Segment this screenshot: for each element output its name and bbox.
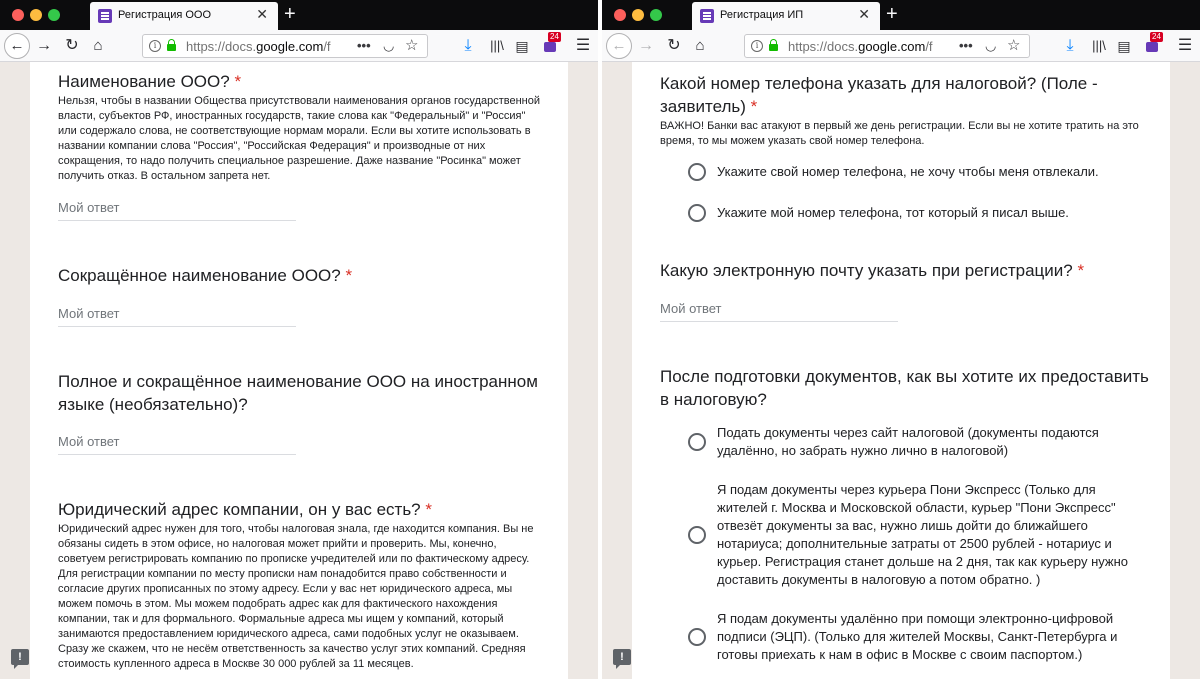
radio-label: Я подам документы через курьера Пони Экспресс (Только для жителей г. Москва и Московской области, курьер "Пони Экспресс" отвезёт документы за вас, нужно лишь дойти до ближайшего нотариуса; дополнительные затраты от 2500 рублей - нотариус и курьер. Регистрация станет дольше на 2 дня, так как курьеру нужно доставить документы в налоговую а потом обратно. ) [717, 482, 1128, 587]
page-actions-icon[interactable]: ••• [357, 38, 371, 53]
reload-icon[interactable]: ↻ [65, 37, 79, 54]
radio-button[interactable] [688, 204, 706, 222]
sidebar-icon[interactable]: ▤ [515, 38, 529, 54]
extension-icon[interactable] [1146, 32, 1162, 54]
required-marker: * [234, 72, 242, 91]
question-title: После подготовки документов, как вы хотите их предоставить в налоговую? [660, 367, 1149, 409]
navigation-toolbar [0, 30, 598, 62]
feedback-icon[interactable]: ! [613, 649, 631, 665]
lock-icon [167, 44, 176, 51]
maximize-window-button[interactable] [650, 9, 662, 21]
browser-tab[interactable] [692, 2, 880, 30]
close-tab-icon[interactable]: ✕ [858, 6, 870, 22]
form-card [30, 62, 568, 679]
feedback-icon[interactable]: ! [11, 649, 29, 665]
menu-icon[interactable]: ☰ [575, 37, 591, 54]
answer-input[interactable] [58, 305, 296, 327]
url-bar[interactable] [744, 34, 1030, 58]
answer-placeholder: Мой ответ [660, 301, 722, 316]
close-tab-icon[interactable]: ✕ [256, 6, 268, 22]
question-description: ВАЖНО! Банки вас атакуют в первый же день регистрации. Если вы не хотите тратить на это время, то мы можем указать свой номер телефона. [660, 120, 1139, 147]
answer-placeholder: Мой ответ [58, 200, 120, 215]
close-window-button[interactable] [614, 9, 626, 21]
answer-placeholder: Мой ответ [58, 434, 120, 449]
question-title: Сокращённое наименование ООО? * [58, 266, 353, 285]
extension-icon[interactable] [544, 32, 560, 54]
browser-window-left [0, 0, 598, 679]
browser-tab[interactable] [90, 2, 278, 30]
tab-title: Регистрация ИП [720, 9, 804, 21]
library-icon[interactable]: |||\ [1092, 38, 1106, 53]
radio-button[interactable] [688, 433, 706, 451]
required-marker: * [345, 266, 353, 285]
library-icon[interactable]: |||\ [490, 38, 504, 53]
bookmark-star-icon[interactable]: ☆ [405, 37, 419, 54]
navigation-toolbar [602, 30, 1200, 62]
close-window-button[interactable] [12, 9, 24, 21]
menu-icon[interactable]: ☰ [1177, 37, 1193, 54]
forward-arrow-icon[interactable]: → [36, 37, 52, 54]
answer-input[interactable] [58, 433, 296, 455]
radio-button[interactable] [688, 526, 706, 544]
url-bar[interactable] [142, 34, 428, 58]
question-title: Наименование ООО? * [58, 72, 242, 91]
maximize-window-button[interactable] [48, 9, 60, 21]
tab-strip [0, 0, 598, 30]
radio-label: Я подам документы удалённо при помощи электронно-цифровой подписи (ЭЦП). (Только для жителей Москвы, Санкт-Петербурга и готовы приехать к нам в офис в Москве с своим паспортом.) [717, 611, 1118, 662]
question-description: Юридический адрес нужен для того, чтобы налоговая знала, где находится компания. Вы не обязаны сидеть в этом офисе, но налоговая может прийти и проверить. Мы, конечно, советуем регистрировать компанию по прописке учредителей или по фактическому адресу. Для регистрации компании по месту прописки нам понадобится право собственности и согласие других прописанных по этому адресу. Если у вас нет юридического адреса, мы можем помочь в этом. Мы можем подобрать адрес как для фактического нахождения компании, так и для формального. Формальные адреса мы ищем у компаний, который занимаются предоставлением юридического адреса, сами подобных услуг не оказываем. Сразу же скажем, что не несём ответственность за качество услуг этих компаний. Средняя стоимость купленного адреса в Москве 30 000 рублей за 11 месяцев. [58, 523, 534, 670]
pocket-icon[interactable]: ◡ [985, 38, 997, 53]
extension-badge-icon [1146, 42, 1158, 52]
minimize-window-button[interactable] [30, 9, 42, 21]
answer-input[interactable] [660, 300, 898, 322]
bookmark-star-icon[interactable]: ☆ [1007, 37, 1021, 54]
sidebar-icon[interactable]: ▤ [1117, 38, 1131, 54]
radio-button[interactable] [688, 163, 706, 181]
radio-label: Укажите свой номер телефона, не хочу чтобы меня отвлекали. [717, 164, 1099, 179]
pocket-icon[interactable]: ◡ [383, 38, 395, 53]
google-forms-icon [700, 9, 714, 23]
radio-label: Подать документы через сайт налоговой (документы подаются удалённо, но забрать нужно лично в налоговой) [717, 425, 1099, 458]
radio-label: Укажите мой номер телефона, тот который я писал выше. [717, 205, 1069, 220]
info-icon[interactable]: i [751, 40, 763, 52]
page-actions-icon[interactable]: ••• [959, 38, 973, 53]
new-tab-icon[interactable]: + [886, 3, 898, 25]
back-arrow-icon[interactable]: ← [606, 33, 632, 59]
form-card [632, 62, 1170, 679]
extension-badge-icon [544, 42, 556, 52]
forward-arrow-icon[interactable]: → [638, 37, 654, 54]
browser-window-right [602, 0, 1200, 679]
answer-placeholder: Мой ответ [58, 306, 120, 321]
google-forms-icon [98, 9, 112, 23]
minimize-window-button[interactable] [632, 9, 644, 21]
required-marker: * [1077, 261, 1085, 280]
page-content [602, 62, 1200, 679]
lock-icon [769, 44, 778, 51]
answer-input[interactable] [58, 199, 296, 221]
download-icon[interactable]: ⤓ [1066, 37, 1074, 54]
required-marker: * [750, 97, 758, 116]
extension-badge-count: 24 [550, 32, 559, 41]
extension-badge-count: 24 [1152, 32, 1161, 41]
question-title: Какой номер телефона указать для налоговой? (Поле - заявитель) * [660, 74, 1098, 116]
tab-title: Регистрация ООО [118, 9, 212, 21]
question-title: Какую электронную почту указать при регистрации? * [660, 261, 1085, 280]
question-title: Юридический адрес компании, он у вас есть? * [58, 500, 432, 519]
home-icon[interactable]: ⌂ [695, 37, 705, 54]
reload-icon[interactable]: ↻ [667, 37, 681, 54]
question-title: Полное и сокращённое наименование ООО на иностранном языке (необязательно)? [58, 372, 538, 414]
back-arrow-icon[interactable]: ← [4, 33, 30, 59]
tab-strip [602, 0, 1200, 30]
download-icon[interactable]: ⤓ [464, 37, 472, 54]
url-text: https://docs.google.com/f [788, 39, 933, 54]
info-icon[interactable]: i [149, 40, 161, 52]
radio-button[interactable] [688, 628, 706, 646]
question-description: Нельзя, чтобы в названии Общества присутствовали наименования органов государственной власти, субъектов РФ, иностранных государств, такие слова как "Федеральный" и "Россия" или содержало слова, не соответствующие нормам морали. Если вы хотите использовать в названии компании слова "Россия", "Российская Федерация" и производные от них сокращения, то надо получить специальное разрешение. Даже название "Росинка" может получить отказ. В остальном запрета нет. [58, 95, 541, 182]
url-text: https://docs.google.com/f [186, 39, 331, 54]
new-tab-icon[interactable]: + [284, 3, 296, 25]
required-marker: * [425, 500, 432, 519]
page-content [0, 62, 598, 679]
home-icon[interactable]: ⌂ [93, 37, 103, 54]
